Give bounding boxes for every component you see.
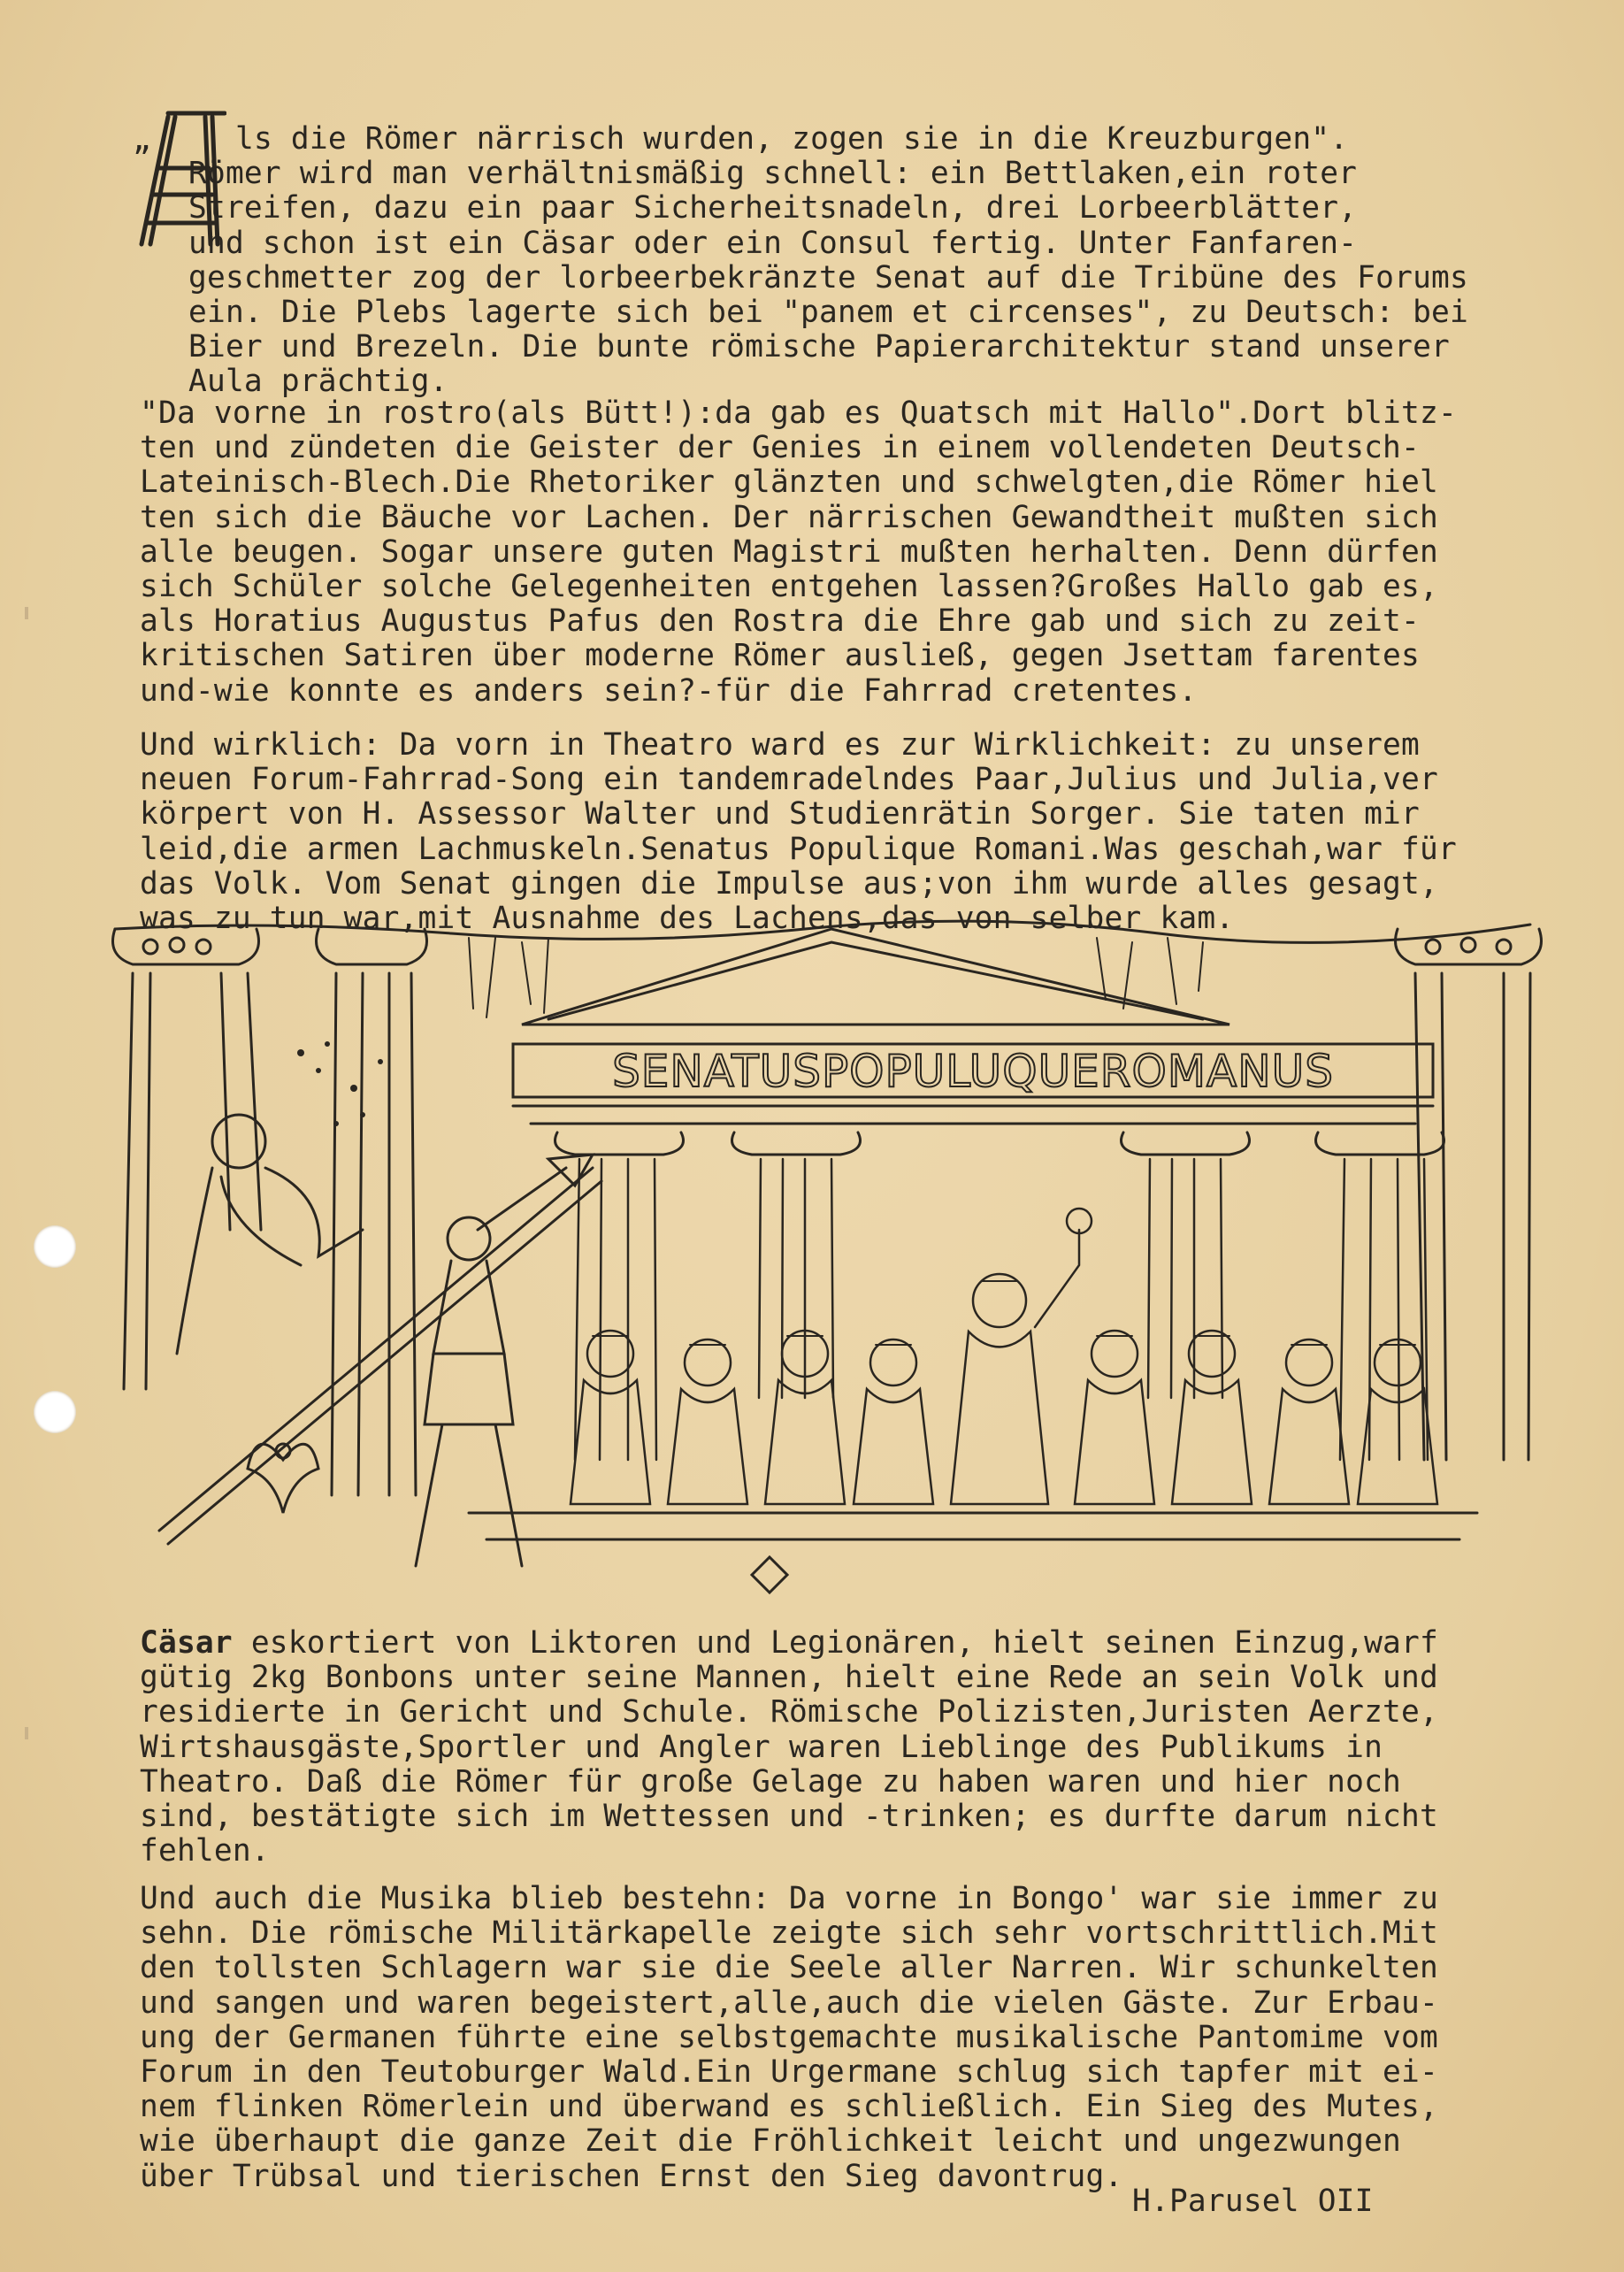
paragraph-rostro bbox=[140, 396, 1520, 709]
senate-illustration bbox=[97, 894, 1548, 1619]
paragraph-intro-body: Römer wird man verhältnismäßig schnell: ein Bettlaken,ein roter Streifen, dazu ein paar Sicherheitsnadeln, drei Lorbeerblätter, und schon ist ein Cäsar oder ein Consul fertig. Unter Fanfaren- geschmetter zog der lorbeerbekränzte Senat auf die Tribüne des Forums ein. Die Plebs lagerte sich bei "panem et circenses", zu Deutsch: bei Bier und Brezeln. Die bunte römische Papierarchitektur stand unserer Aula prächtig. bbox=[188, 156, 1468, 400]
paragraph-rostro-text: "Da vorne in rostro(als Bütt!):da gab es Quatsch mit Hallo".Dort blitz- ten und zündeten die Geister der Genies in einem vollendeten Deutsch- Lateinisch-Blech.Die Rhetoriker glänzten und schwelgten,die Römer hiel ten sich die Bäuche vor Lachen. Der närrischen Gewandtheit mußten sich alle beugen. Sogar unsere guten Magistri mußten herhalten. Denn dürfen sich Schüler solche Gelegenheiten entgehen lassen?Großes Hallo gab es, als Horatius Augustus Pafus den Rostra die Ehre gab und sich zu zeit- kritischen Satiren über moderne Römer ausließ, gegen Jsettam farentes und-wie konnte es anders sein?-für die Fahrrad cretentes. bbox=[140, 395, 1457, 709]
senate-banner: SENATUSPOPULUQUEROMANUS bbox=[612, 1046, 1334, 1097]
paragraph-caesar bbox=[140, 1626, 1520, 1869]
caesar-name: Cäsar bbox=[140, 1625, 233, 1661]
paragraph-caesar-body: eskortiert von Liktoren und Legionären, hielt seinen Einzug,warf gütig 2kg Bonbons unter seine Mannen, hielt eine Rede an sein Volk und residierte in Gericht und Schule. Römische Polizisten,Juristen Aerzte, Wirtshausgäste,Sportler und Angler waren Lieblinge des Publikums in Theatro. Daß die Römer für große Gelage zu haben waren und hier noch sind, bestätigte sich im Wettessen und -trinken; es durfte darum nicht fehlen. bbox=[140, 1625, 1438, 1869]
paragraph-intro-first-line: ls die Römer närrisch wurden, zogen sie in die Kreuzburgen". bbox=[235, 121, 1349, 157]
signature: H.Parusel OII bbox=[1132, 2184, 1374, 2219]
punch-hole-lower bbox=[34, 1391, 76, 1433]
opening-quote: „ bbox=[133, 122, 151, 157]
paragraph-theatro-text: Und wirklich: Da vorn in Theatro ward es zur Wirklichkeit: zu unserem neuen Forum-Fahrrad-Song ein tandemradelndes Paar,Julius und Julia,ver körpert von H. Assessor Walter und Studienrätin Sorger. Sie taten mir leid,die armen Lachmuskeln.Senatus Populique Romani.Was geschah,war für das Volk. Vom Senat gingen die Impulse aus;von ihm wurde alles gesagt, was zu tun war,mit Ausnahme des Lachens,das von selber kam. bbox=[140, 727, 1457, 937]
paragraph-caesar-text bbox=[140, 1626, 1520, 1869]
paragraph-musika-text: Und auch die Musika blieb bestehn: Da vorne in Bongo' war sie immer zu sehn. Die römische Militärkapelle zeigte sich sehr vortschrittlich.Mit den tollsten Schlagern war sie die Seele aller Narren. Wir schunkelten und sangen und waren begeistert,alle,auch die vielen Gäste. Zur Erbau- ung der Germanen führte eine selbstgemachte musikalische Pantomime vom Forum in den Teutoburger Wald.Ein Urgermane schlug sich tapfer mit ei- nem flinken Römerlein und überwand es schließlich. Ein Sieg des Mutes, wie überhaupt die ganze Zeit die Fröhlichkeit leicht und ungezwungen über Trübsal und tierischen Ernst den Sieg davontrug. bbox=[140, 1881, 1438, 2194]
margin-mark bbox=[25, 607, 28, 619]
punch-hole-upper bbox=[34, 1225, 76, 1268]
margin-mark bbox=[25, 1727, 28, 1739]
paragraph-intro bbox=[140, 122, 1520, 400]
paragraph-musika bbox=[140, 1882, 1520, 2194]
